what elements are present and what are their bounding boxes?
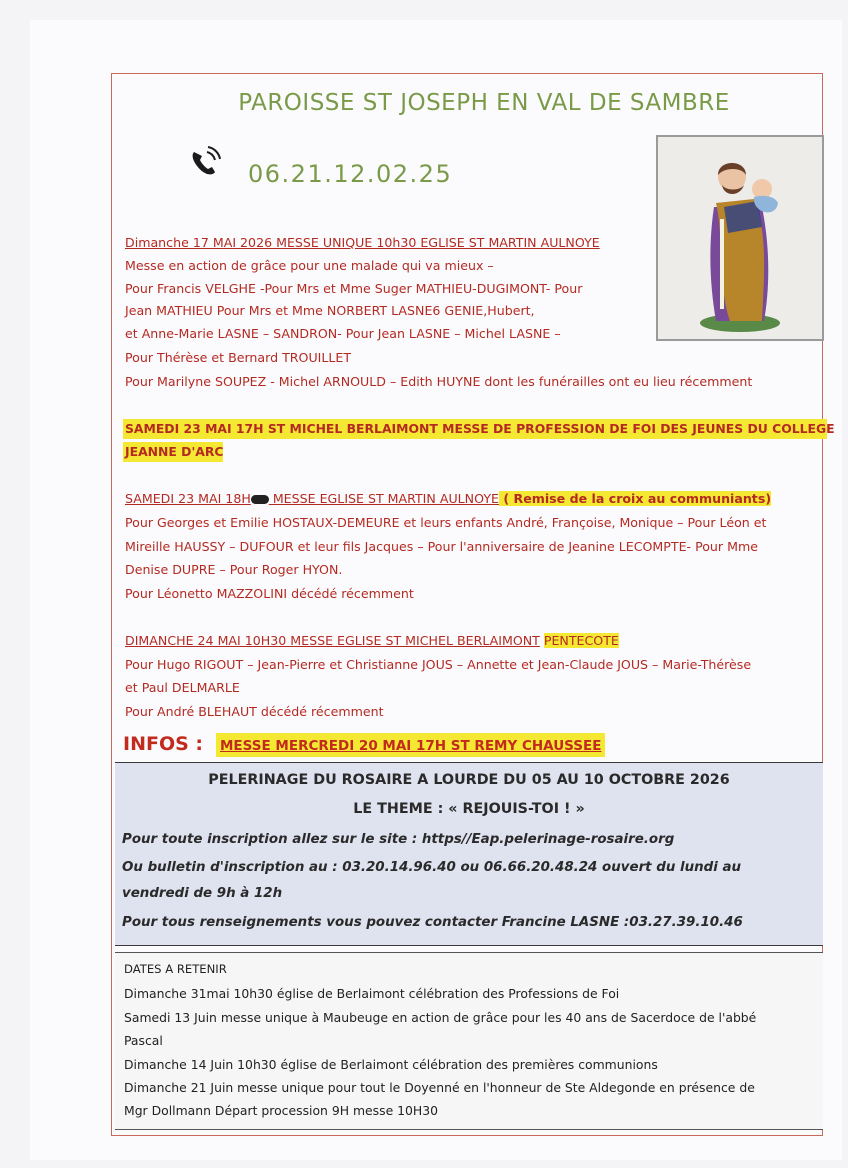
pelerinage-line: Ou bulletin d'inscription au : 03.20.14.96.40 ou 06.66.20.48.24 ouvert du lundi au xyxy=(122,860,742,875)
block3-line: Denise DUPRE – Pour Roger HYON. xyxy=(125,562,343,577)
block3-line: Mireille HAUSSY – DUFOUR et leur fils Jacques – Pour l'anniversaire de Jeanine LECOMPTE- Pour Mme xyxy=(125,539,758,554)
saint-joseph-statue-image xyxy=(656,135,824,341)
block1-heading: Dimanche 17 MAI 2026 MESSE UNIQUE 10h30 EGLISE ST MARTIN AULNOYE xyxy=(125,235,600,250)
infos-label: INFOS : xyxy=(123,733,203,755)
telephone-icon xyxy=(188,146,226,180)
dates-line: Mgr Dollmann Départ procession 9H messe 10H30 xyxy=(124,1103,439,1118)
block3-heading xyxy=(125,490,771,508)
block3-highlight: ( Remise de la croix au communiants) xyxy=(498,491,772,506)
block4-heading-text: DIMANCHE 24 MAI 10H30 MESSE EGLISE ST MICHEL BERLAIMONT xyxy=(125,633,540,648)
dates-line: Samedi 13 Juin messe unique à Maubeuge en action de grâce pour les 40 ans de Sacerdoce de l'abbé xyxy=(124,1010,757,1025)
block4-heading xyxy=(125,632,619,650)
infos-message: MESSE MERCREDI 20 MAI 17H ST REMY CHAUSSEE xyxy=(216,733,605,757)
redaction-mark xyxy=(251,495,269,504)
pelerinage-line: vendredi de 9h à 12h xyxy=(122,886,283,901)
dates-line: Pascal xyxy=(124,1033,163,1048)
block2-line-1: SAMEDI 23 MAI 17H ST MICHEL BERLAIMONT MESSE DE PROFESSION DE FOI DES JEUNES DU COLLEGE xyxy=(125,421,835,436)
parish-title: PAROISSE ST JOSEPH EN VAL DE SAMBRE xyxy=(238,90,730,116)
pelerinage-theme: LE THEME : « REJOUIS-TOI ! » xyxy=(353,801,585,817)
dates-line: Dimanche 21 Juin messe unique pour tout le Doyenné en l'honneur de Ste Aldegonde en présence de xyxy=(124,1080,755,1095)
block1-line: Messe en action de grâce pour une malade qui va mieux – xyxy=(125,258,494,273)
dates-heading: DATES A RETENIR xyxy=(124,962,227,976)
block1-line: Pour Thérèse et Bernard TROUILLET xyxy=(125,350,352,365)
block2-line-2: JEANNE D'ARC xyxy=(125,444,224,459)
block4-line: Pour André BLEHAUT décédé récemment xyxy=(125,704,384,719)
block4-highlight: PENTECOTE xyxy=(543,633,619,648)
dates-line: Dimanche 14 Juin 10h30 église de Berlaimont célébration des premières communions xyxy=(124,1057,658,1072)
block4-line: Pour Hugo RIGOUT – Jean-Pierre et Christianne JOUS – Annette et Jean-Claude JOUS – Marie-Thérèse xyxy=(125,657,752,672)
block1-line: Pour Francis VELGHE -Pour Mrs et Mme Suger MATHIEU-DUGIMONT- Pour xyxy=(125,281,583,296)
block1-line: et Anne-Marie LASNE – SANDRON- Pour Jean LASNE – Michel LASNE – xyxy=(125,326,561,341)
block3-heading-date: SAMEDI 23 MAI 18H xyxy=(125,491,251,506)
block3-line: Pour Léonetto MAZZOLINI décédé récemment xyxy=(125,586,414,601)
parish-phone: 06.21.12.02.25 xyxy=(248,160,453,188)
pelerinage-line: Pour tous renseignements vous pouvez contacter Francine LASNE :03.27.39.10.46 xyxy=(122,915,743,930)
block3-line: Pour Georges et Emilie HOSTAUX-DEMEURE et leurs enfants André, Françoise, Monique – Pour Léon et xyxy=(125,515,767,530)
block1-line: Pour Marilyne SOUPEZ - Michel ARNOULD – Edith HUYNE dont les funérailles ont eu lieu récemment xyxy=(125,374,753,389)
pelerinage-title: PELERINAGE DU ROSAIRE A LOURDE DU 05 AU 10 OCTOBRE 2026 xyxy=(208,772,730,788)
block3-heading-place: MESSE EGLISE ST MARTIN AULNOYE xyxy=(268,491,499,506)
pelerinage-line: Pour toute inscription allez sur le site : https//Eap.pelerinage-rosaire.org xyxy=(122,832,675,847)
block1-line: Jean MATHIEU Pour Mrs et Mme NORBERT LASNE6 GENIE,Hubert, xyxy=(125,303,535,318)
block4-line: et Paul DELMARLE xyxy=(125,680,240,695)
dates-line: Dimanche 31mai 10h30 église de Berlaimont célébration des Professions de Foi xyxy=(124,986,620,1001)
